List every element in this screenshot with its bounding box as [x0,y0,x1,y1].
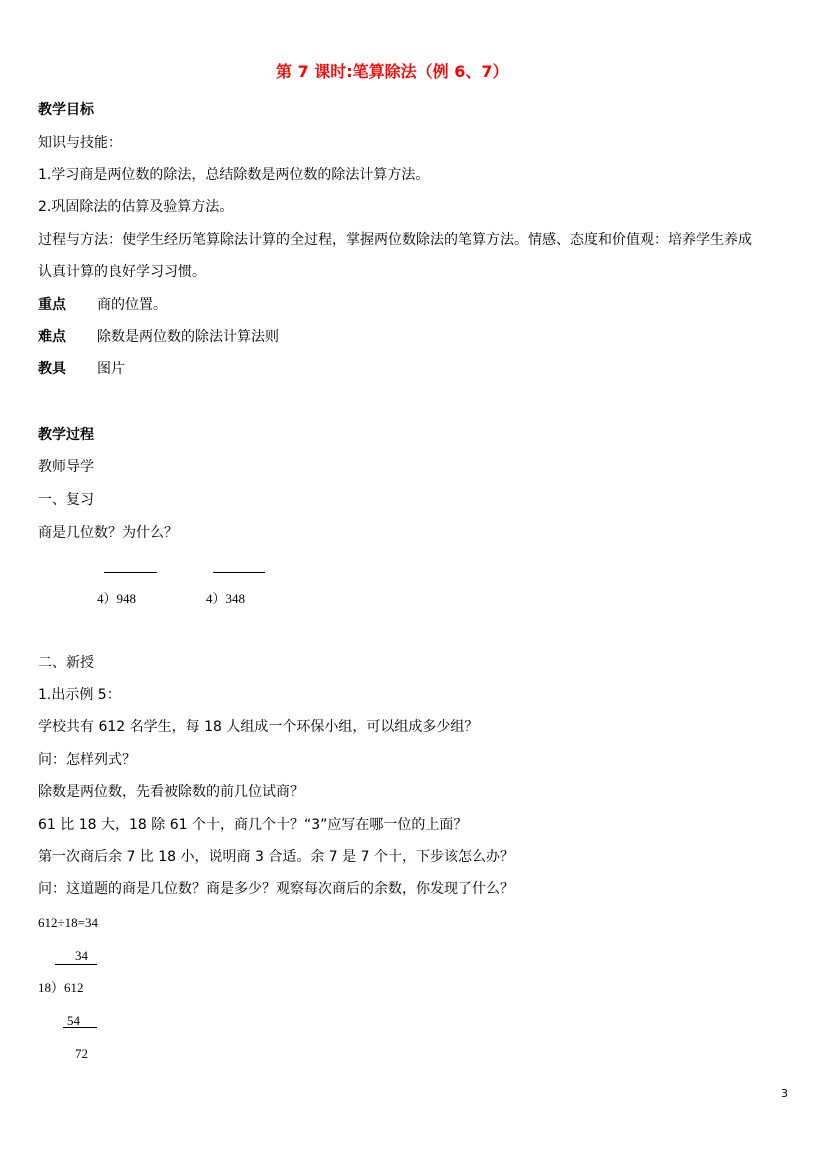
division-problem-b: 4）348 [206,591,246,606]
equation: 612÷18=34 [38,915,98,930]
problem-statement: 学校共有 612 名学生，每 18 人组成一个环保小组，可以组成多少组？ [38,719,479,735]
knowledge-label: 知识与技能： [38,135,122,151]
division-bar-a [104,572,157,573]
page-title: 第 7 课时:笔算除法（例 6、7） [276,62,509,81]
long-division-subtract-line [63,1027,97,1028]
example-label: 1.出示例 5： [38,687,121,703]
teaching-tools-text: 图片 [97,361,125,377]
review-heading: 一、复习 [38,492,94,508]
difficulty-text: 除数是两位数的除法计算法则 [97,329,279,345]
process-goal-line-2: 认真计算的良好学习习惯。 [38,264,206,280]
goal-1: 1.学习商是两位数的除法，总结除数是两位数的除法计算方法。 [38,167,430,183]
question-2: 除数是两位数，先看被除数的前几位试商？ [38,784,304,800]
new-lesson-heading: 二、新授 [38,655,94,671]
difficulty-label: 难点 [38,329,66,345]
teaching-tools-label: 教具 [38,361,66,377]
long-division-product: 54 [67,1013,80,1028]
long-division-quotient: 34 [75,948,88,963]
question-3: 61 比 18 大，18 除 61 个十，商几个十？“3”应写在哪一位的上面？ [38,817,468,833]
teacher-guide: 教师导学 [38,459,94,475]
long-division-bar [55,964,97,965]
review-question: 商是几位数？为什么？ [38,525,178,541]
process-goal-line-1: 过程与方法：使学生经历笔算除法计算的全过程，掌握两位数除法的笔算方法。情感、态度和价值观：培养学生养成 [38,232,752,248]
question-5: 问：这道题的商是几位数？商是多少？观察每次商后的余数，你发现了什么？ [38,881,514,897]
key-point-label: 重点 [38,297,66,313]
division-problem-a: 4）948 [97,591,137,606]
division-bar-b [213,572,265,573]
process-heading: 教学过程 [38,427,94,443]
question-4: 第一次商后余 7 比 18 小，说明商 3 合适。余 7 是 7 个十，下步该怎么办？ [38,849,514,865]
key-point-text: 商的位置。 [97,297,167,313]
page-number: 3 [781,1087,788,1100]
goal-2: 2.巩固除法的估算及验算方法。 [38,199,234,215]
long-division-setup: 18）612 [38,980,84,995]
goals-heading: 教学目标 [38,102,94,118]
long-division-remainder: 72 [75,1046,88,1061]
question-1: 问：怎样列式？ [38,752,136,768]
